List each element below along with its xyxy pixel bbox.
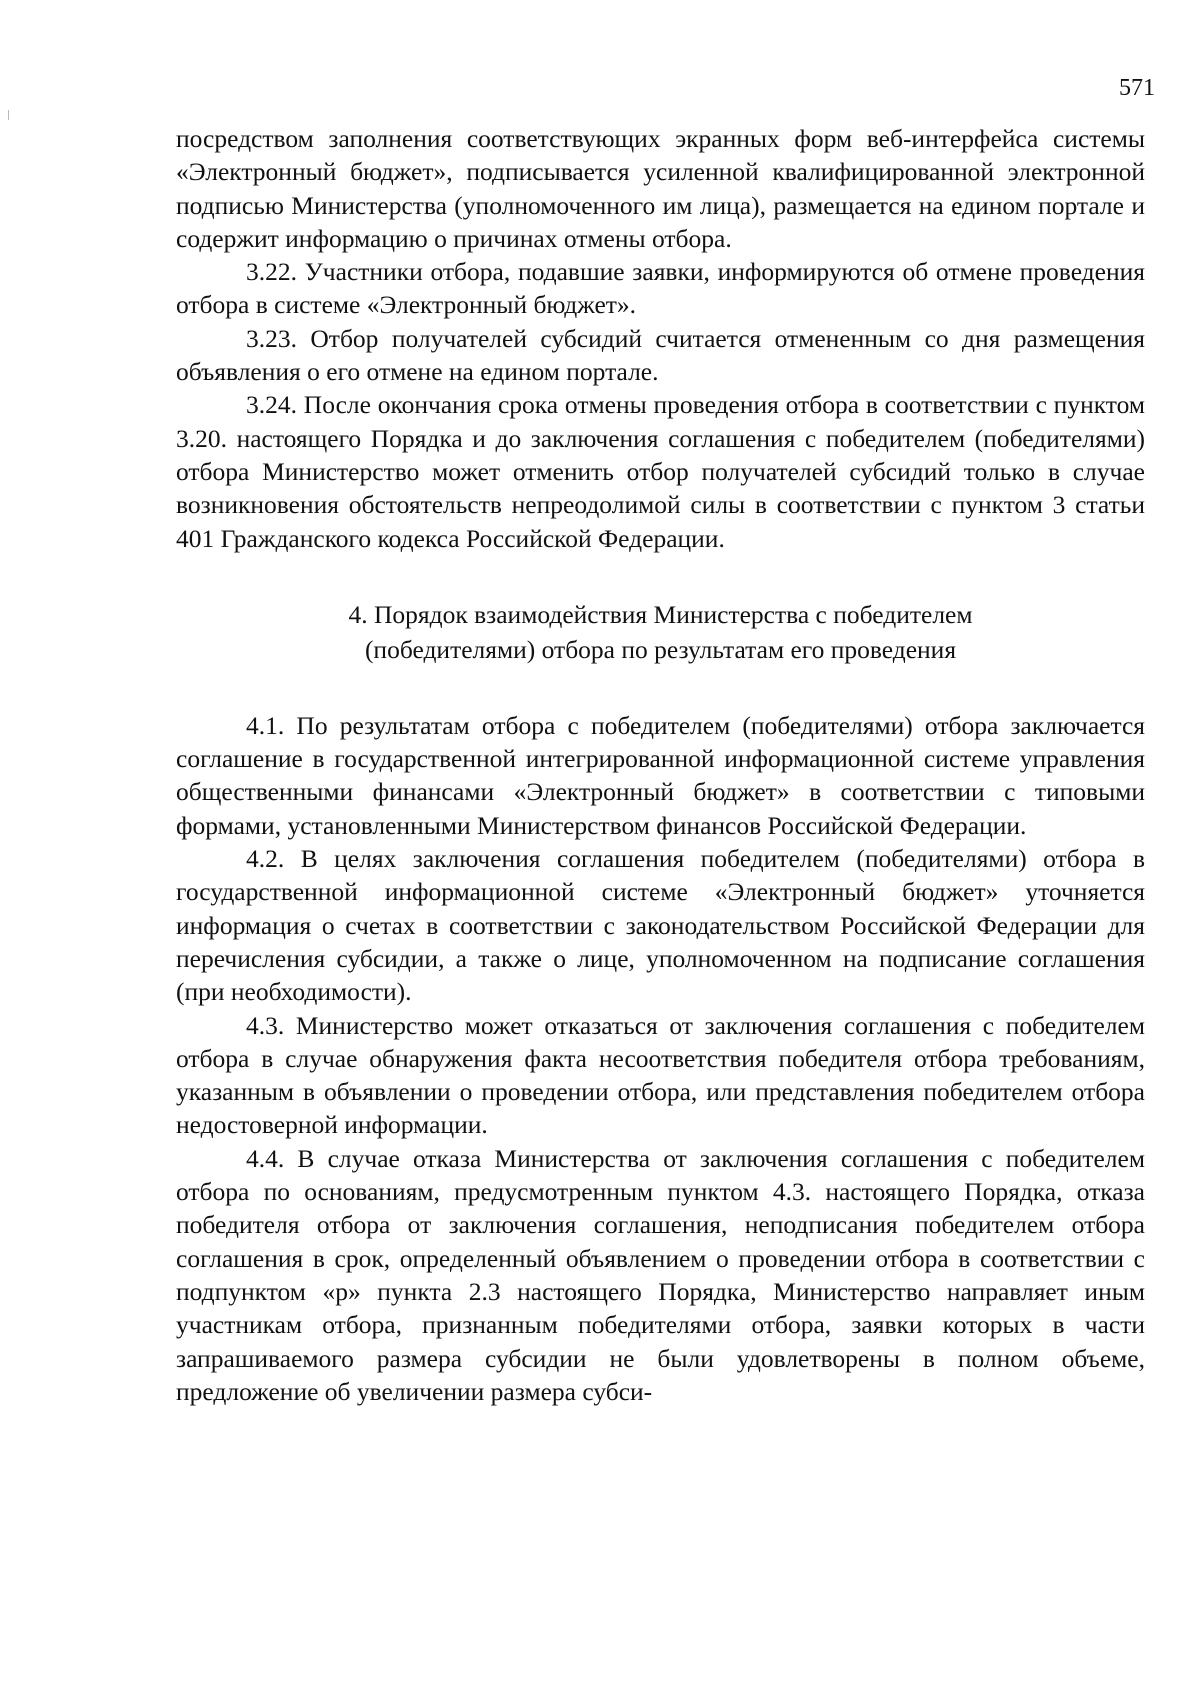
section-4-heading [176,597,1145,667]
document-body [176,122,1145,1408]
paragraph-3-24: 3.24. После окончания срока отмены проведения отбора в соответствии с пунктом 3.20. настоящего Порядка и до заключения соглашения с победителем (победителями) отбора Министерство может отменить отбор получателей субсидий только в случае возникновения обстоятельств непреодолимой силы в соответствии с пунктом 3 статьи 401 Гражданского кодекса Российской Федерации. [176,390,1145,553]
paragraph-continuation: посредством заполнения соответствующих экранных форм веб-интерфейса системы «Электронный бюджет», подписывается усиленной квалифицированной электронной подписью Министерства (уполномоченного им лица), размещается на едином портале и содержит информацию о причинах отмены отбора. [176,124,1145,253]
paragraph-3-23: 3.23. Отбор получателей субсидий считается отмененным со дня размещения объявления о его отмене на едином портале. [176,323,1145,387]
paragraph-4-2: 4.2. В целях заключения соглашения победителем (победителями) отбора в государственной информационной системе «Электронный бюджет» уточняется информация о счетах в соответствии с законодательством Российской Федерации для перечисления субсидии, а также о лице, уполномоченном на подписание соглашения (при необходимости). [176,844,1145,1007]
paragraph-4-1: 4.1. По результатам отбора с победителем (победителями) отбора заключается соглашение в государственной интегрированной информационной системе управления общественными финансами «Электронный бюджет» в соответствии с типовыми формами, установленными Министерством финансов Российской Федерации. [176,710,1145,840]
scan-artifact [8,110,9,120]
paragraph-4-3: 4.3. Министерство может отказаться от заключения соглашения с победителем отбора в случае обнаружения факта несоответствия победителя отбора требованиям, указанным в объявлении о проведении отбора, или представления победителем отбора недостоверной информации. [176,1010,1145,1140]
page-number: 571 [1119,75,1155,101]
paragraph-3-22: 3.22. Участники отбора, подавшие заявки, информируются об отмене проведения отбора в системе «Электронный бюджет». [176,257,1145,320]
section-4-heading-line-1: 4. Порядок взаимодействия Министерства с победителем [348,599,973,629]
section-4-heading-line-2: (победителями) отбора по результатам его проведения [364,634,957,664]
paragraph-4-4: 4.4. В случае отказа Министерства от заключения соглашения с победителем отбора по основаниям, предусмотренным пунктом 4.3. настоящего Порядка, отказа победителя отбора от заключения соглашения, неподписания победителем отбора соглашения в срок, определенный объявлением о проведении отбора в соответствии с подпунктом «р» пункта 2.3 настоящего Порядка, Министерство направляет иным участникам отбора, признанным победителями отбора, заявки которых в части запрашиваемого размера субсидии не были удовлетворены в полном объеме, предложение об увеличении размера субси- [176,1143,1145,1406]
